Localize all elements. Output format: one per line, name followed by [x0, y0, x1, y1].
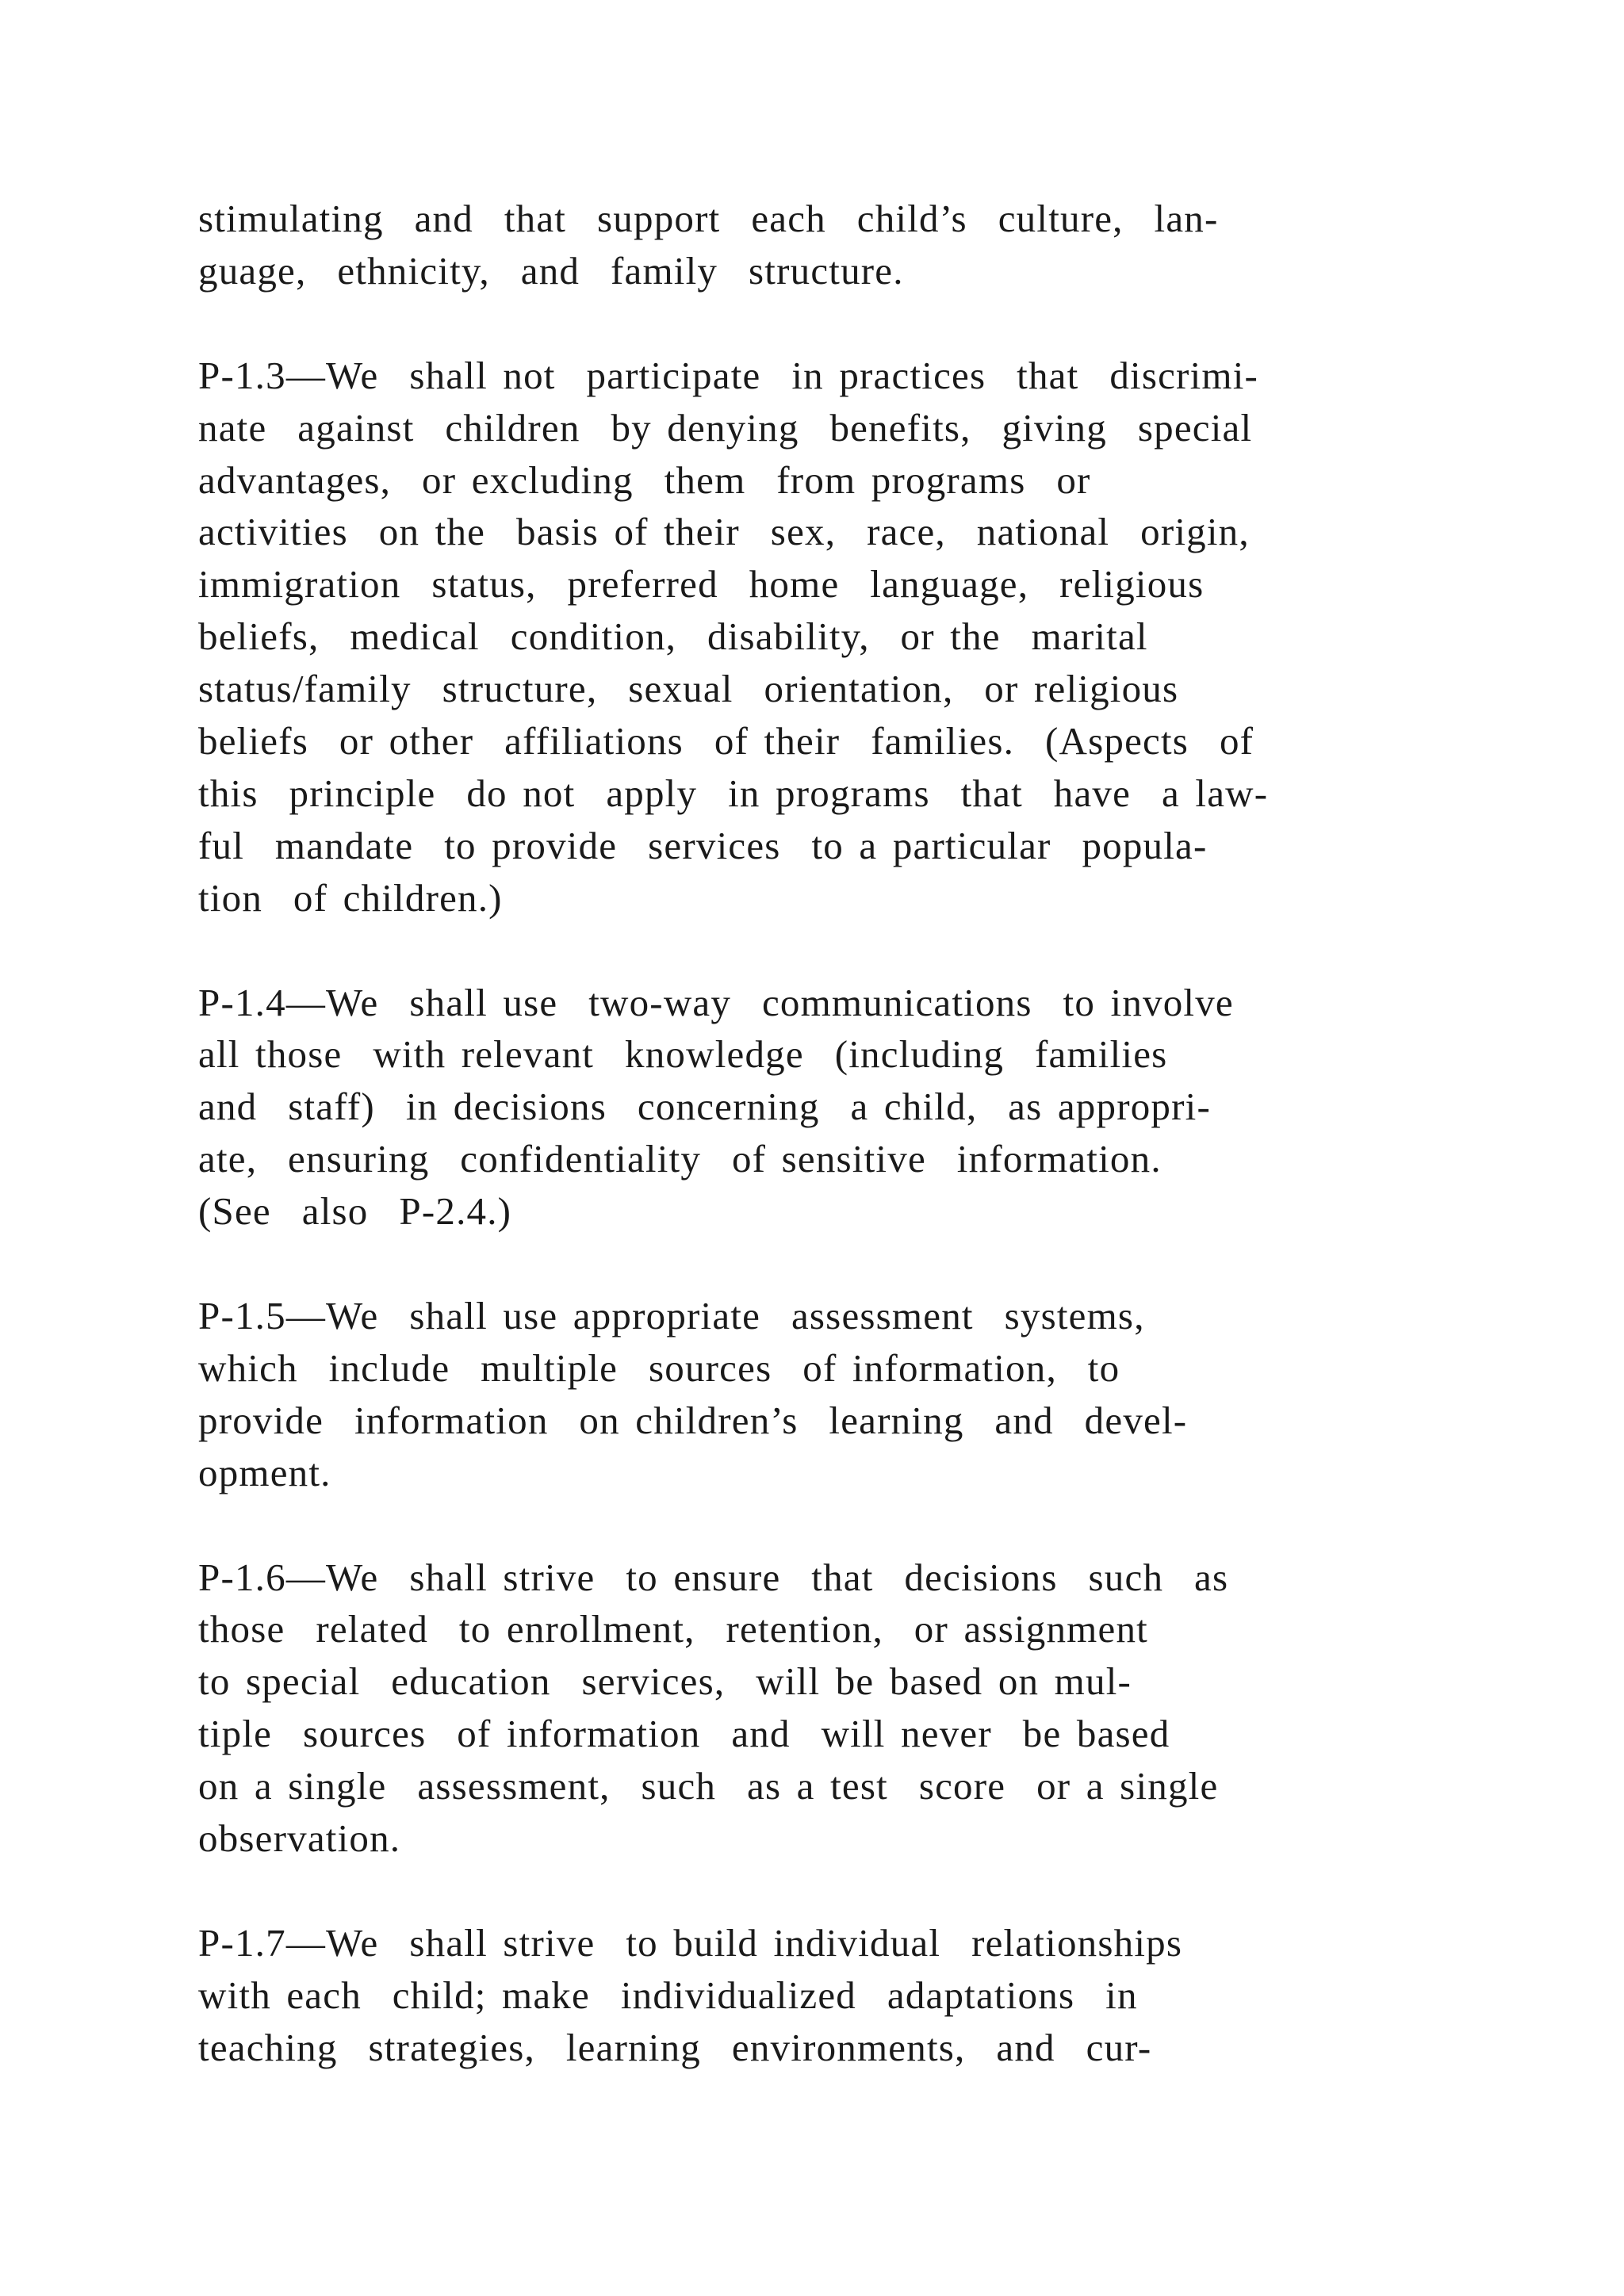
- text-line: P-1.4—We shall use two-way communications to involve: [198, 980, 1234, 1024]
- document-body: [198, 193, 1546, 2126]
- text-line: ate, ensuring confidentiality of sensitive information.: [198, 1137, 1162, 1181]
- text-line: all those with relevant knowledge (including families: [198, 1032, 1168, 1077]
- text-line: on a single assessment, such as a test score or a single: [198, 1764, 1219, 1808]
- text-line: ful mandate to provide services to a particular popula-: [198, 823, 1208, 867]
- paragraph-p-1-4: [198, 977, 1546, 1238]
- paragraph-p-1-2-continued: [198, 193, 1546, 297]
- text-line: with each child; make individualized adaptations in: [198, 1973, 1138, 2017]
- text-line: status/family structure, sexual orientation, or religious: [198, 667, 1179, 711]
- text-line: beliefs or other affiliations of their families. (Aspects of: [198, 719, 1254, 763]
- text-line: opment.: [198, 1450, 331, 1494]
- text-line: guage, ethnicity, and family structure.: [198, 248, 904, 293]
- text-line: to special education services, will be based on mul-: [198, 1659, 1132, 1704]
- text-line: P-1.7—We shall strive to build individual relationships: [198, 1920, 1183, 1965]
- text-line: stimulating and that support each child’s culture, lan-: [198, 197, 1219, 240]
- text-line: and staff) in decisions concerning a child, as appropri-: [198, 1085, 1211, 1129]
- text-line: tion of children.): [198, 875, 503, 920]
- paragraph-p-1-6: [198, 1552, 1546, 1865]
- text-line: P-1.6—We shall strive to ensure that decisions such as: [198, 1555, 1229, 1599]
- text-line: P-1.5—We shall use appropriate assessment systems,: [198, 1293, 1145, 1337]
- text-line: advantages, or excluding them from programs or: [198, 457, 1091, 502]
- text-line: this principle do not apply in programs that have a law-: [198, 771, 1269, 815]
- text-line: nate against children by denying benefits, giving special: [198, 405, 1253, 450]
- text-line: P-1.3—We shall not participate in practices that discrimi-: [198, 353, 1259, 397]
- text-line: provide information on children’s learning and devel-: [198, 1398, 1188, 1442]
- paragraph-p-1-7: [198, 1917, 1546, 2074]
- text-line: immigration status, preferred home language, religious: [198, 562, 1205, 607]
- text-line: teaching strategies, learning environments, and cur-: [198, 2025, 1152, 2069]
- text-line: those related to enrollment, retention, or assignment: [198, 1607, 1148, 1651]
- text-line: which include multiple sources of information, to: [198, 1345, 1120, 1390]
- paragraph-p-1-3: [198, 350, 1546, 924]
- paragraph-p-1-5: [198, 1290, 1546, 1499]
- text-line: (See also P-2.4.): [198, 1189, 512, 1234]
- text-line: tiple sources of information and will never be based: [198, 1712, 1170, 1756]
- text-line: beliefs, medical condition, disability, or the marital: [198, 614, 1148, 659]
- text-line: activities on the basis of their sex, race, national origin,: [198, 510, 1250, 554]
- text-line: observation.: [198, 1816, 401, 1861]
